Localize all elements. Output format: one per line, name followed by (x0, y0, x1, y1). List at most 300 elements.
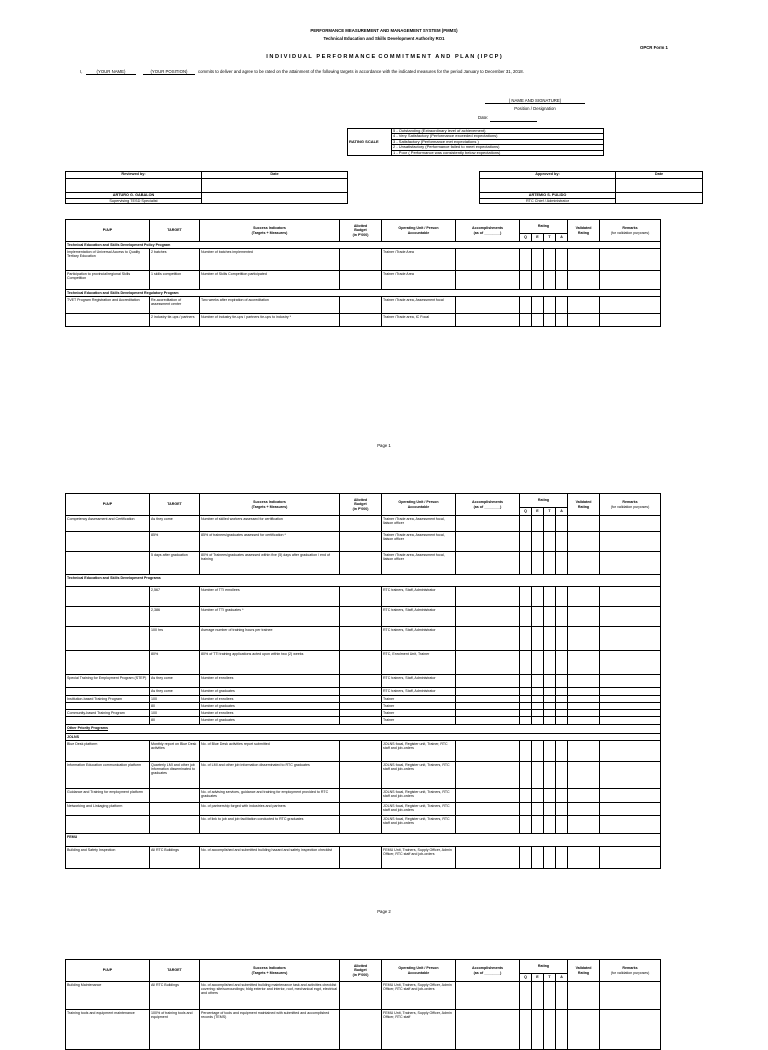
rating-q-cell[interactable] (520, 297, 532, 314)
validated-cell[interactable] (568, 607, 600, 627)
rating-q-cell[interactable] (520, 696, 532, 703)
col-header-target: TARGET (150, 960, 200, 982)
rating-t-cell[interactable] (544, 717, 556, 725)
indicator-cell: No. of link to job and job facilitation conducted to RTC graduates (200, 816, 340, 834)
rating-t-cell[interactable] (544, 675, 556, 688)
reviewed-by-label: Reviewed by: (66, 172, 202, 179)
approval-table (65, 171, 703, 204)
rating-q-cell[interactable] (520, 982, 532, 1010)
remarks-cell[interactable] (600, 696, 661, 703)
validated-cell[interactable] (568, 297, 600, 314)
budget-cell[interactable] (340, 688, 382, 696)
rating-q-cell[interactable] (520, 803, 532, 816)
target-cell: 80 (150, 717, 200, 725)
reviewer-name: ARTURO G. GABALON (66, 193, 202, 199)
rating-e-cell[interactable] (532, 789, 544, 803)
unit-cell: Trainer (382, 703, 456, 710)
accomplishment-cell[interactable] (456, 1010, 520, 1050)
col-header-pap: P/A/P (66, 220, 150, 242)
rating-a-cell[interactable] (556, 627, 568, 651)
col-header-success-indicators: Success Indicators (Targets + Measures) (200, 494, 340, 516)
accomplishment-cell[interactable] (456, 982, 520, 1010)
remarks-subtitle: (for validation purposes) (610, 504, 650, 509)
rating-t-cell[interactable] (544, 532, 556, 552)
rating-q-cell[interactable] (520, 271, 532, 290)
rating-t-cell[interactable] (544, 516, 556, 532)
rating-a-cell[interactable] (556, 703, 568, 710)
rating-e-cell[interactable] (532, 688, 544, 696)
rating-a-cell[interactable] (556, 710, 568, 717)
rating-t-cell[interactable] (544, 696, 556, 703)
rating-scale-label: RATING SCALE (348, 129, 392, 156)
accomplishment-cell[interactable] (456, 587, 520, 607)
rating-a-cell[interactable] (556, 789, 568, 803)
budget-cell[interactable] (340, 717, 382, 725)
unit-cell: Trainer /Trade area, Assessment focal, liaison officer (382, 516, 456, 532)
accomplishment-cell[interactable] (456, 675, 520, 688)
validated-cell[interactable] (568, 710, 600, 717)
pap-cell: Participation to provincial/regional Skills Competition (66, 271, 150, 290)
indicator-cell: No. of advising services, guidance and training for employment provided to RTC graduates (200, 789, 340, 803)
validated-cell[interactable] (568, 703, 600, 710)
rating-a-cell[interactable] (556, 688, 568, 696)
unit-cell: Trainer (382, 710, 456, 717)
rating-a-cell[interactable] (556, 847, 568, 869)
accomplishment-cell[interactable] (456, 516, 520, 532)
indicator-cell: Number of TTI enrollees (200, 587, 340, 607)
col-header-remarks (600, 960, 661, 982)
remarks-subtitle: (for validation purposes) (610, 230, 650, 235)
budget-cell[interactable] (340, 703, 382, 710)
section-title: Other Priority Programs (66, 725, 661, 734)
budget-cell[interactable] (340, 982, 382, 1010)
validated-cell[interactable] (568, 982, 600, 1010)
rating-e-cell[interactable] (532, 607, 544, 627)
rating-t-cell[interactable] (544, 982, 556, 1010)
accomplishment-cell[interactable] (456, 696, 520, 703)
indicator-cell: Number of enrollees (200, 710, 340, 717)
unit-cell: Trainer (382, 696, 456, 703)
validated-cell[interactable] (568, 552, 600, 575)
remarks-cell[interactable] (600, 762, 661, 789)
rating-e-cell[interactable] (532, 627, 544, 651)
rating-t-cell[interactable] (544, 627, 556, 651)
rating-a-cell[interactable] (556, 532, 568, 552)
target-cell: 85% (150, 532, 200, 552)
rating-t-cell[interactable] (544, 607, 556, 627)
pap-cell (66, 532, 150, 552)
budget-cell[interactable] (340, 1010, 382, 1050)
pap-cell: Information Education communication platform (66, 762, 150, 789)
document-title: I N D I V I D U A L P E R F O R M A N C E C O M M I T M E N T A N D P L A N ( I P C P ) (266, 54, 502, 60)
rating-q-cell[interactable] (520, 741, 532, 762)
rating-a-cell[interactable] (556, 803, 568, 816)
unit-cell: FEMU Unit, Trainers, Supply Officer, Admin Officer, RTC staff and job-orders (382, 847, 456, 869)
target-cell (150, 789, 200, 803)
rating-5: 5 - Outstanding (Extraordinary level of achievement) (392, 129, 604, 134)
rating-a-cell[interactable] (556, 249, 568, 271)
validated-cell[interactable] (568, 675, 600, 688)
unit-cell: Trainer /Trade area, Assessment focal (382, 297, 456, 314)
rating-a-cell[interactable] (556, 552, 568, 575)
remarks-cell[interactable] (600, 803, 661, 816)
section-row (66, 575, 661, 587)
col-header-validated: Validated Rating (568, 960, 600, 982)
remarks-cell[interactable] (600, 587, 661, 607)
rating-q-cell[interactable] (520, 675, 532, 688)
accomplishment-cell[interactable] (456, 607, 520, 627)
remarks-cell[interactable] (600, 741, 661, 762)
budget-cell[interactable] (340, 803, 382, 816)
rating-e-cell[interactable] (532, 271, 544, 290)
validated-cell[interactable] (568, 816, 600, 834)
page-label-1: Page 1 (377, 443, 391, 448)
indicator-cell: No. of LMI and other job information disseminated to RTC graduates (200, 762, 340, 789)
rating-q-cell[interactable] (520, 703, 532, 710)
rating-a-cell[interactable] (556, 1010, 568, 1050)
validated-cell[interactable] (568, 696, 600, 703)
rating-t-cell[interactable] (544, 314, 556, 327)
remarks-cell[interactable] (600, 816, 661, 834)
rating-q-cell[interactable] (520, 532, 532, 552)
rating-t-cell[interactable] (544, 249, 556, 271)
rating-e-cell[interactable] (532, 249, 544, 271)
rating-a-cell[interactable] (556, 816, 568, 834)
rating-t-cell[interactable] (544, 587, 556, 607)
rating-a-cell[interactable] (556, 587, 568, 607)
remarks-cell[interactable] (600, 249, 661, 271)
rating-e-cell[interactable] (532, 675, 544, 688)
rating-t-cell[interactable] (544, 1010, 556, 1050)
rating-q-cell[interactable] (520, 710, 532, 717)
name-signature: ( NAME AND SIGNATURE) (485, 98, 585, 104)
pap-cell: Blue Desk platform (66, 741, 150, 762)
section-title: JOLNS (66, 734, 661, 741)
rating-4: 4 - Very Satisfactory (Performance exceeded expectations) (392, 134, 604, 139)
unit-cell: JOLNS focal, Register unit, Trainers, RTC staff and job-orders (382, 816, 456, 834)
rating-e-cell[interactable] (532, 762, 544, 789)
pap-cell (66, 703, 150, 710)
budget-cell[interactable] (340, 314, 382, 327)
rating-q-cell[interactable] (520, 1010, 532, 1050)
rating-t-header: T (544, 234, 556, 242)
budget-cell[interactable] (340, 271, 382, 290)
reviewer-sign-cell[interactable] (66, 179, 202, 193)
target-cell: 2,567 (150, 587, 200, 607)
remarks-cell[interactable] (600, 607, 661, 627)
table-row (66, 710, 661, 717)
table-row (66, 249, 661, 271)
target-cell: 2,386 (150, 607, 200, 627)
remarks-cell[interactable] (600, 703, 661, 710)
rating-t-cell[interactable] (544, 803, 556, 816)
rating-e-cell[interactable] (532, 803, 544, 816)
remarks-cell[interactable] (600, 627, 661, 651)
rating-e-cell[interactable] (532, 816, 544, 834)
budget-cell[interactable] (340, 607, 382, 627)
rating-q-header: Q (520, 974, 532, 982)
rating-e-cell[interactable] (532, 741, 544, 762)
rating-q-cell[interactable] (520, 627, 532, 651)
remarks-cell[interactable] (600, 710, 661, 717)
remarks-cell[interactable] (600, 717, 661, 725)
remarks-cell[interactable] (600, 789, 661, 803)
rating-e-cell[interactable] (532, 516, 544, 532)
pap-cell (66, 717, 150, 725)
budget-cell[interactable] (340, 675, 382, 688)
rating-e-cell[interactable] (532, 703, 544, 710)
rating-a-cell[interactable] (556, 696, 568, 703)
validated-cell[interactable] (568, 803, 600, 816)
rating-a-cell[interactable] (556, 297, 568, 314)
unit-cell: FEMU Unit, Trainers, Supply Officer, Admin Officer, RTC staff (382, 1010, 456, 1050)
accomplishment-cell[interactable] (456, 717, 520, 725)
rating-t-cell[interactable] (544, 789, 556, 803)
rating-t-cell[interactable] (544, 651, 556, 675)
validated-cell[interactable] (568, 688, 600, 696)
remarks-cell[interactable] (600, 688, 661, 696)
validated-cell[interactable] (568, 271, 600, 290)
validated-cell[interactable] (568, 532, 600, 552)
table-row (66, 982, 661, 1010)
budget-cell[interactable] (340, 710, 382, 717)
rating-a-cell[interactable] (556, 741, 568, 762)
accomplishment-cell[interactable] (456, 789, 520, 803)
reviewer-date-cell[interactable] (202, 179, 348, 193)
accomplishment-cell[interactable] (456, 762, 520, 789)
budget-cell[interactable] (340, 552, 382, 575)
rating-a-cell[interactable] (556, 982, 568, 1010)
rating-t-cell[interactable] (544, 271, 556, 290)
rating-q-cell[interactable] (520, 688, 532, 696)
rating-q-cell[interactable] (520, 789, 532, 803)
validated-cell[interactable] (568, 516, 600, 532)
remarks-cell[interactable] (600, 532, 661, 552)
pap-cell (66, 651, 150, 675)
col-header-target: TARGET (150, 494, 200, 516)
rating-t-cell[interactable] (544, 552, 556, 575)
budget-cell[interactable] (340, 847, 382, 869)
accomplishment-cell[interactable] (456, 249, 520, 271)
page1-rows-table (65, 219, 661, 327)
rating-q-cell[interactable] (520, 816, 532, 834)
validated-cell[interactable] (568, 847, 600, 869)
rating-e-cell[interactable] (532, 1010, 544, 1050)
col-header-accomplishments: Accomplishments (as of ________) (456, 220, 520, 242)
rating-e-cell[interactable] (532, 651, 544, 675)
pap-cell (66, 816, 150, 834)
budget-cell[interactable] (340, 816, 382, 834)
rating-t-cell[interactable] (544, 816, 556, 834)
rating-q-cell[interactable] (520, 651, 532, 675)
page-label-2: Page 2 (377, 909, 391, 914)
remarks-cell[interactable] (600, 297, 661, 314)
budget-cell[interactable] (340, 789, 382, 803)
validated-cell[interactable] (568, 741, 600, 762)
validated-cell[interactable] (568, 651, 600, 675)
rating-a-cell[interactable] (556, 314, 568, 327)
accomplishment-cell[interactable] (456, 651, 520, 675)
accomplishment-cell[interactable] (456, 803, 520, 816)
date-header-1: Date (202, 172, 348, 179)
rating-a-cell[interactable] (556, 607, 568, 627)
remarks-cell[interactable] (600, 651, 661, 675)
indicator-cell: Average number of training hours per trainee (200, 627, 340, 651)
accomplishment-cell[interactable] (456, 532, 520, 552)
remarks-cell[interactable] (600, 552, 661, 575)
page2-rows-table (65, 493, 661, 869)
remarks-cell[interactable] (600, 675, 661, 688)
budget-cell[interactable] (340, 696, 382, 703)
budget-cell[interactable] (340, 532, 382, 552)
rating-q-cell[interactable] (520, 607, 532, 627)
col-header-operating-unit: Operating Unit / Person Accountable (382, 960, 456, 982)
section-row (66, 242, 661, 249)
remarks-title: Remarks (622, 966, 638, 971)
remarks-subtitle: (for validation purposes) (610, 970, 650, 975)
col-header-success-indicators: Success Indicators (Targets + Measures) (200, 960, 340, 982)
target-cell: All RTC Buildings (150, 982, 200, 1010)
remarks-cell[interactable] (600, 982, 661, 1010)
rating-t-cell[interactable] (544, 847, 556, 869)
accomplishment-cell[interactable] (456, 847, 520, 869)
table-row (66, 762, 661, 789)
validated-cell[interactable] (568, 249, 600, 271)
budget-cell[interactable] (340, 249, 382, 271)
validated-cell[interactable] (568, 789, 600, 803)
rating-t-header: T (544, 974, 556, 982)
rating-e-cell[interactable] (532, 710, 544, 717)
budget-cell[interactable] (340, 587, 382, 607)
rating-a-cell[interactable] (556, 717, 568, 725)
form-label: OPCR Form 1 (640, 45, 668, 50)
rating-a-cell[interactable] (556, 762, 568, 789)
rating-a-header: A (556, 974, 568, 982)
accomplishment-cell[interactable] (456, 688, 520, 696)
budget-cell[interactable] (340, 627, 382, 651)
budget-cell[interactable] (340, 297, 382, 314)
pap-cell: Building Maintenance (66, 982, 150, 1010)
rating-e-cell[interactable] (532, 552, 544, 575)
rating-q-cell[interactable] (520, 314, 532, 327)
accomplishment-cell[interactable] (456, 703, 520, 710)
remarks-cell[interactable] (600, 271, 661, 290)
rating-a-cell[interactable] (556, 516, 568, 532)
budget-cell[interactable] (340, 651, 382, 675)
rating-e-cell[interactable] (532, 717, 544, 725)
indicator-cell: Number of graduates (200, 703, 340, 710)
rating-t-cell[interactable] (544, 297, 556, 314)
validated-cell[interactable] (568, 717, 600, 725)
rating-q-cell[interactable] (520, 587, 532, 607)
commit-i: I, (80, 69, 83, 74)
rating-a-cell[interactable] (556, 271, 568, 290)
target-cell: 80% (150, 651, 200, 675)
rating-e-cell[interactable] (532, 587, 544, 607)
accomplishment-cell[interactable] (456, 314, 520, 327)
validated-cell[interactable] (568, 762, 600, 789)
rating-t-cell[interactable] (544, 710, 556, 717)
accomplishment-cell[interactable] (456, 816, 520, 834)
rating-e-cell[interactable] (532, 532, 544, 552)
table-row (66, 816, 661, 834)
unit-cell: Trainer /Trade area, Assessment focal, liaison officer (382, 532, 456, 552)
budget-cell[interactable] (340, 762, 382, 789)
accomplishment-cell[interactable] (456, 271, 520, 290)
rating-t-cell[interactable] (544, 741, 556, 762)
validated-cell[interactable] (568, 314, 600, 327)
target-cell: 100 (150, 696, 200, 703)
rating-q-cell[interactable] (520, 552, 532, 575)
rating-t-cell[interactable] (544, 703, 556, 710)
section-row (66, 725, 661, 734)
target-cell: 100% of training tools and equipment (150, 1010, 200, 1050)
indicator-cell: Percentage of tools and equipment maintained with submitted and accomplished records (TEMS) (200, 1010, 340, 1050)
date-header-2: Date (616, 172, 703, 179)
unit-cell: JOLNS focal, Register unit, Trainer, RTC staff and job-orders (382, 741, 456, 762)
rating-2: 2 - Unsatisfactory (Performance failed to meet expectations) (392, 145, 604, 150)
rating-t-cell[interactable] (544, 762, 556, 789)
remarks-cell[interactable] (600, 847, 661, 869)
table-row (66, 696, 661, 703)
validated-cell[interactable] (568, 587, 600, 607)
your-position: (YOUR POSITION) (143, 69, 195, 75)
col-header-accomplishments: Accomplishments (as of ________) (456, 960, 520, 982)
rating-q-cell[interactable] (520, 249, 532, 271)
remarks-cell[interactable] (600, 314, 661, 327)
rating-t-cell[interactable] (544, 688, 556, 696)
rating-q-cell[interactable] (520, 847, 532, 869)
rating-q-cell[interactable] (520, 516, 532, 532)
rating-a-cell[interactable] (556, 675, 568, 688)
col-header-operating-unit: Operating Unit / Person Accountable (382, 494, 456, 516)
accomplishment-cell[interactable] (456, 710, 520, 717)
budget-cell[interactable] (340, 516, 382, 532)
table-row (66, 627, 661, 651)
budget-cell[interactable] (340, 741, 382, 762)
rating-a-cell[interactable] (556, 651, 568, 675)
rating-e-cell[interactable] (532, 847, 544, 869)
validated-cell[interactable] (568, 1010, 600, 1050)
target-cell: As they come (150, 688, 200, 696)
rating-q-cell[interactable] (520, 717, 532, 725)
accomplishment-cell[interactable] (456, 627, 520, 651)
rating-e-cell[interactable] (532, 297, 544, 314)
pap-cell: Institution-based Training Program (66, 696, 150, 703)
table-row (66, 297, 661, 314)
table-row (66, 516, 661, 532)
remarks-cell[interactable] (600, 516, 661, 532)
indicator-cell: Number of Skills Competition participated (200, 271, 340, 290)
rating-e-cell[interactable] (532, 696, 544, 703)
rating-e-cell[interactable] (532, 314, 544, 327)
accomplishment-cell[interactable] (456, 552, 520, 575)
pap-cell: Community-based Training Program (66, 710, 150, 717)
approver-sign-cell[interactable] (480, 179, 616, 193)
pap-cell (66, 587, 150, 607)
approval-spacer (348, 172, 480, 179)
rating-e-cell[interactable] (532, 982, 544, 1010)
validated-cell[interactable] (568, 627, 600, 651)
col-header-success-indicators: Success Indicators (Targets + Measures) (200, 220, 340, 242)
accomplishment-cell[interactable] (456, 741, 520, 762)
rating-q-cell[interactable] (520, 762, 532, 789)
approver-date-cell[interactable] (616, 179, 703, 193)
accomplishment-cell[interactable] (456, 297, 520, 314)
pap-cell: Building and Safety Inspection (66, 847, 150, 869)
remarks-cell[interactable] (600, 1010, 661, 1050)
target-cell (150, 816, 200, 834)
